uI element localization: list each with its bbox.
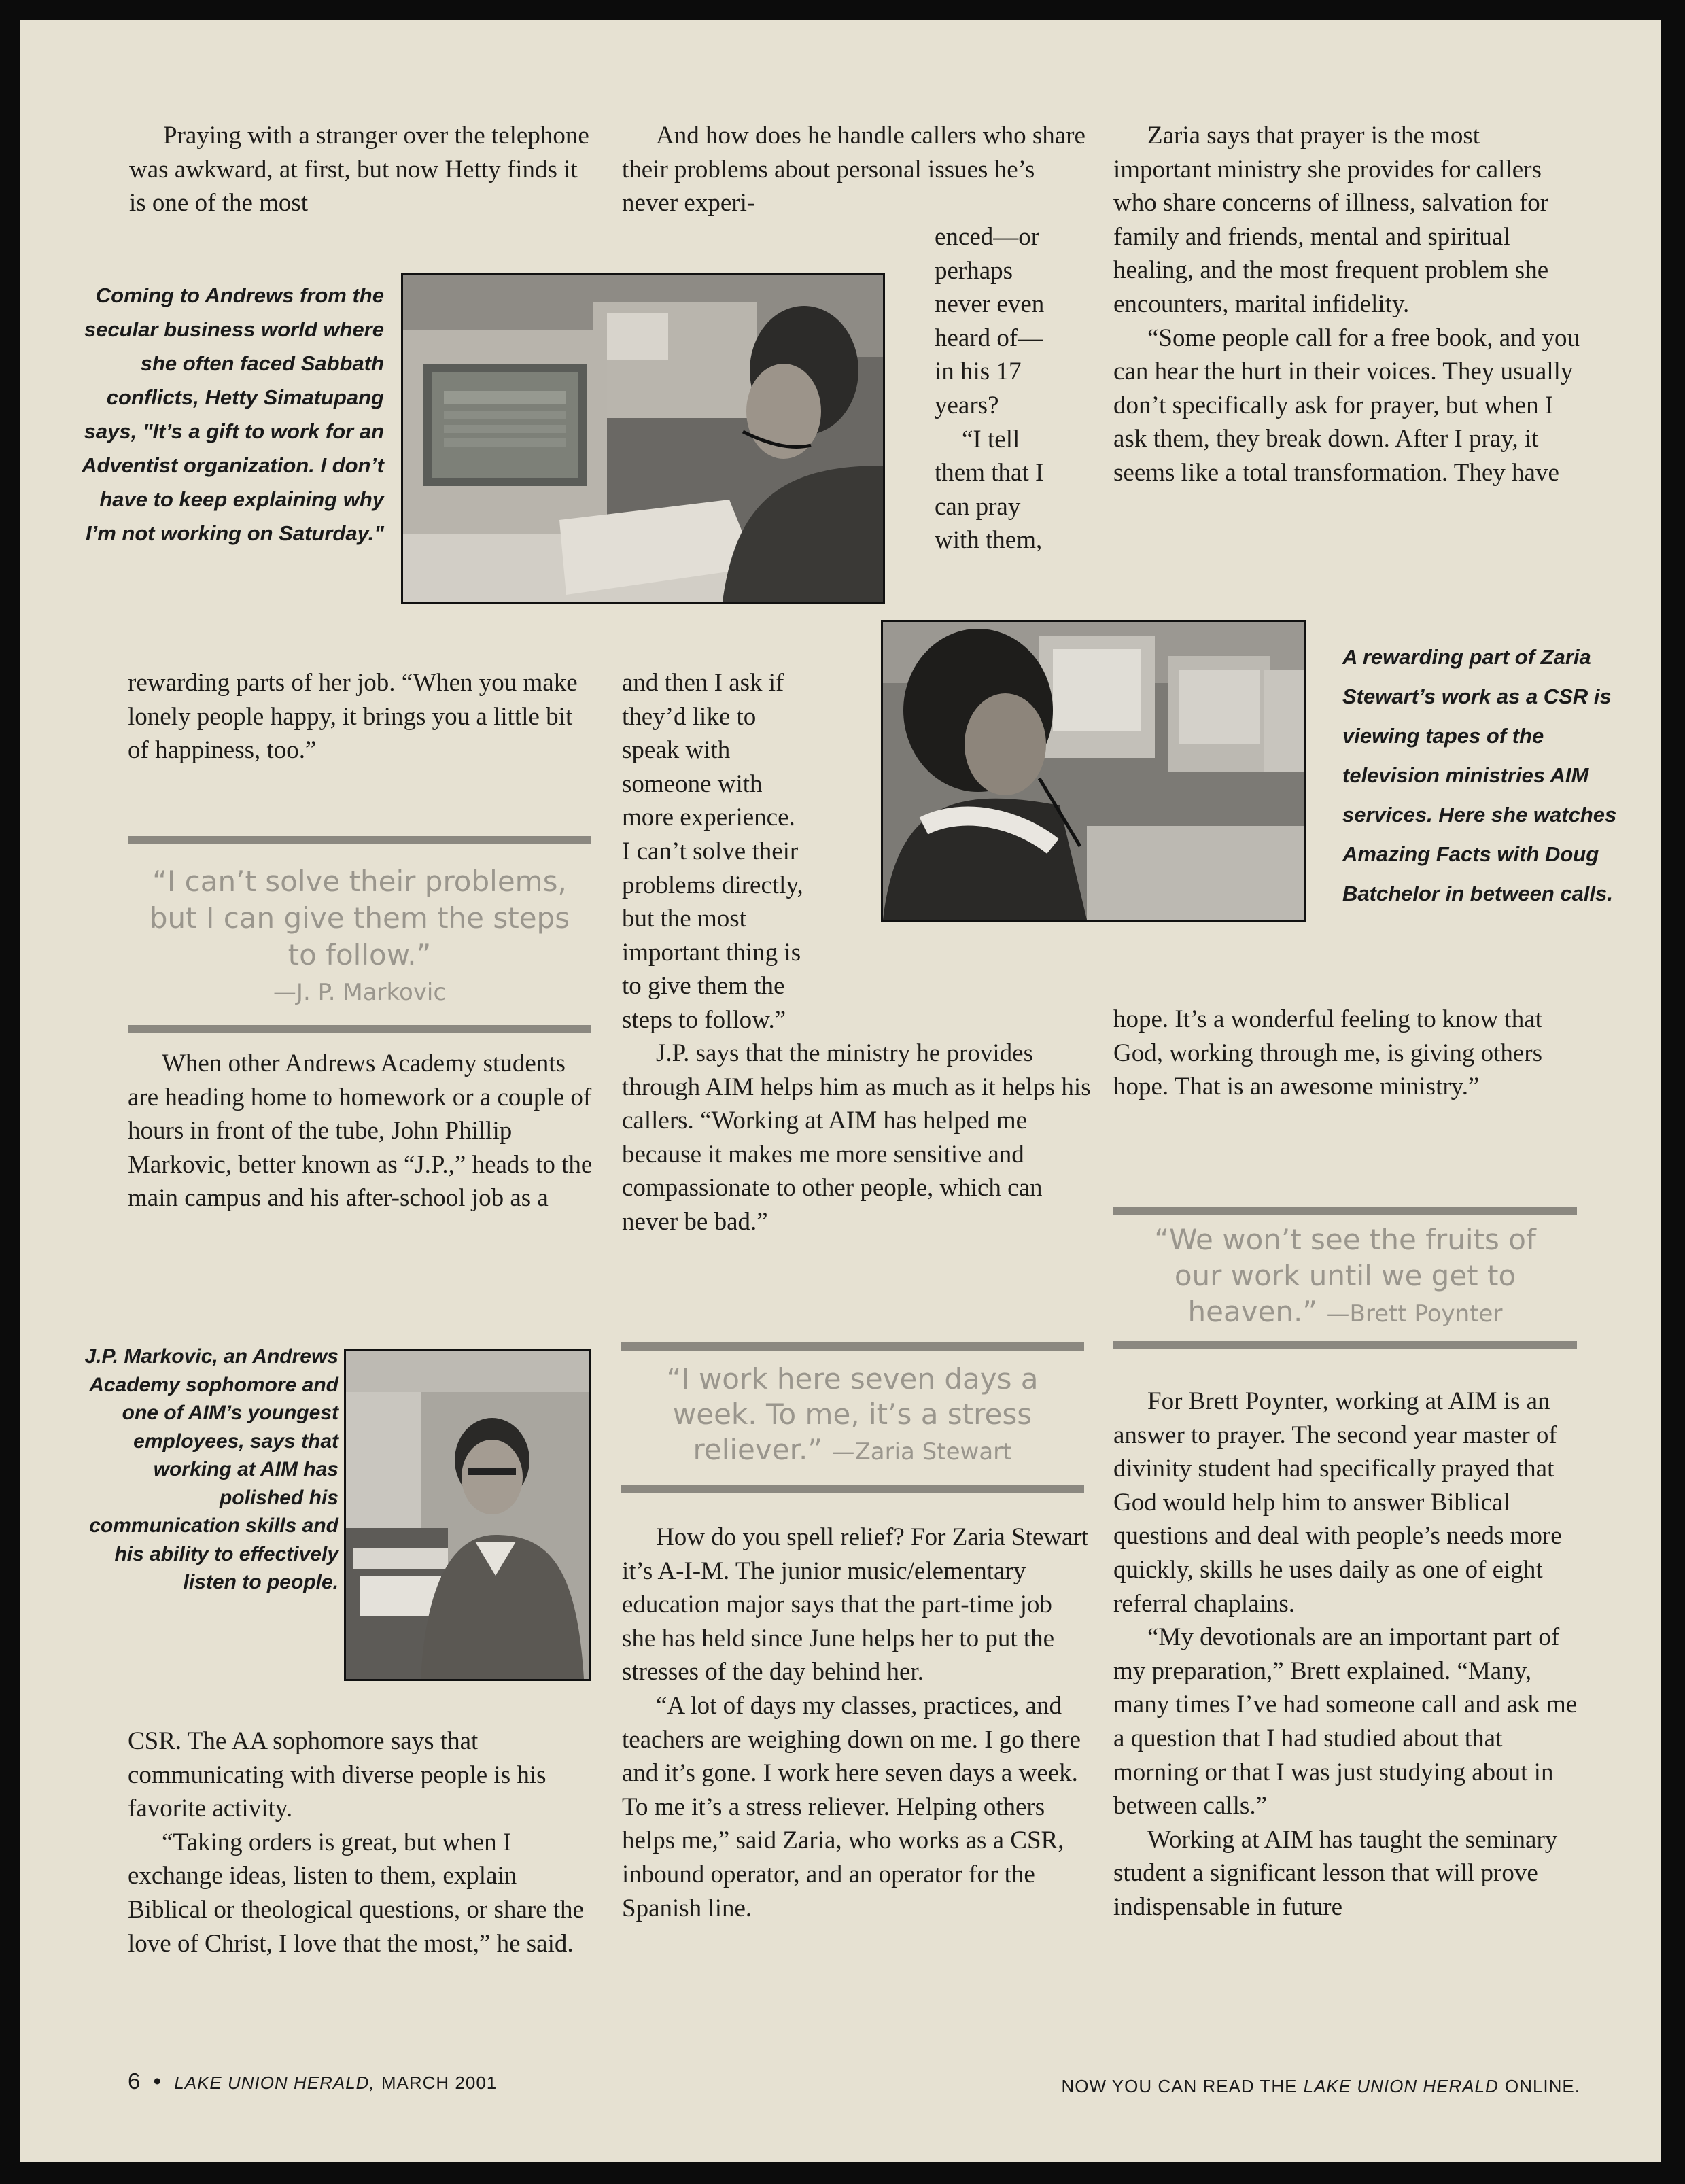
photo-zaria-with-headset [881, 620, 1306, 922]
col3-cont: hope. It’s a wonderful feeling to know that God, working through me, is giving others hope. That is an awesome ministry.” [1113, 1005, 1543, 1101]
footer-right-magazine: LAKE UNION HERALD [1303, 2076, 1499, 2096]
pullquote-brett [1113, 1207, 1577, 1349]
pullquote-rule-top [621, 1342, 1084, 1351]
pullquote-jp-attribution: —J. P. Markovic [273, 979, 447, 1006]
zaria-caption: A rewarding part of Zaria Stewart’s work as a CSR is viewing tapes of the television ministries AIM services. Here she watches Amazing Facts with Doug Batchelor in between calls. [1342, 645, 1617, 905]
pullquote-rule-bottom [1113, 1341, 1577, 1349]
col2-zaria: How do you spell relief? For Zaria Stewart it’s A-I-M. The junior music/elementary education major says that the part-time job she has held since June helps her to put the stresses of the day behind her. “A lot of days my classes, practices, and teachers are weighing down on me. I go there and it’s gone. I work here seven days a week. To me it’s a stress reliever. Helping others helps me,” said Zaria, who works as a CSR, inbound operator, and an operator for the Spanish line. [622, 1523, 1089, 1922]
footer-right-pre: NOW YOU CAN READ THE [1061, 2076, 1298, 2096]
footer-left [128, 2068, 497, 2094]
page-number: 6 [128, 2068, 141, 2094]
footer-bullet: • [153, 2068, 162, 2094]
photo-jp-at-desk [344, 1349, 591, 1681]
photo-zaria-image [883, 622, 1304, 920]
hetty-caption: Coming to Andrews from the secular business world where she often faced Sabbath conflicts, Hetty Simatupang says, "It’s a gift to work for an Adventist organization. I don’t have to keep explaining why I’m not working on Saturday." [82, 283, 384, 545]
col2-cont: and then I ask if they’d like to speak with someone with more experience. I can’t solve their problems directly, but the most important thing is to give them the steps to follow.” [622, 669, 803, 1034]
col3-brett: For Brett Poynter, working at AIM is an answer to prayer. The second year master of divinity student had specifically prayed that God would help him to answer Biblical questions and deal with people’s needs more quickly, skills he uses daily as one of eight referral chaplains. “My devotionals are an important part of my preparation,” Brett explained. “Many, many times I’ve had someone call and ask me a question that I had studied about that morning or that I was just studying about in between calls.” Working at AIM has taught the seminary student a significant lesson that will prove indispensable in future [1113, 1387, 1578, 1921]
col1-jp-intro: When other Andrews Academy students are heading home to homework or a couple of hours in front of the tube, John Phillip Markovic, better known as “J.P.,” heads to the main campus and his after-school job as a [128, 1050, 593, 1213]
photo-hetty-image [403, 275, 883, 602]
pullquote-rule-top [128, 836, 591, 844]
col1-cont: rewarding parts of her job. “When you make lonely people happy, it brings you a little bit of happiness, too.” [128, 669, 578, 765]
pullquote-jp [128, 836, 591, 1033]
photo-hetty-at-computer [401, 273, 885, 604]
footer-right-post: ONLINE. [1504, 2076, 1580, 2096]
col1-intro: Praying with a stranger over the telephone was awkward, at first, but now Hetty finds it is one of the most [129, 122, 589, 218]
magazine-name: LAKE UNION HERALD, [174, 2073, 375, 2093]
pullquote-rule-top [1113, 1207, 1577, 1215]
pullquote-rule-bottom [128, 1025, 591, 1033]
col1-jp-cont: CSR. The AA sophomore says that communicating with diverse people is his favorite activity. “Taking orders is great, but when I exchange ideas, listen to them, explain Biblical or theological questions, or share the love of Christ, I love that the most,” he said. [128, 1727, 584, 1958]
col2-intro: And how does he handle callers who share their problems about personal issues he’s never experi- [622, 122, 1085, 218]
issue-date: MARCH 2001 [381, 2073, 498, 2093]
col3-intro: Zaria says that prayer is the most important ministry she provides for callers who share concerns of illness, salvation for family and friends, mental and spiritual healing, and the most frequent problem she encounters, marital infidelity. “Some people call for a free book, and you can hear the hurt in their voices. They usually don’t specifically ask for prayer, but when I ask them, they break down. After I pray, it seems like a total transformation. They have [1113, 122, 1580, 487]
pullquote-zaria-attribution: —Zaria Stewart [831, 1438, 1012, 1466]
pullquote-brett-text: “We won’t see the fruits of our work until we get to heaven.” —Brett Poynter [1154, 1223, 1536, 1328]
col2-wrap: enced—or perhaps never even heard of— in his 17 years? “I tell them that I can pray with them, [935, 223, 1045, 555]
col2-jp-says: J.P. says that the ministry he provides through AIM helps him as much as it helps his callers. “Working at AIM has helped me because it makes me more sensitive and compassionate to other people, which can never be bad.” [622, 1039, 1091, 1236]
pullquote-brett-attribution: —Brett Poynter [1326, 1300, 1503, 1328]
pullquote-jp-text: “I can’t solve their problems, but I can give them the steps to follow.” [149, 865, 570, 971]
magazine-page [20, 20, 1661, 2162]
pullquote-rule-bottom [621, 1485, 1084, 1493]
pullquote-zaria-text: “I work here seven days a week. To me, it’s a stress reliever.” —Zaria Stewart [666, 1362, 1039, 1466]
footer-right [1061, 2072, 1580, 2098]
jp-caption: J.P. Markovic, an Andrews Academy sophomore and one of AIM’s youngest employees, says that working at AIM has polished his communication skills and his ability to effectively listen to people. [84, 1345, 338, 1593]
photo-jp-image [346, 1351, 589, 1679]
pullquote-zaria [621, 1342, 1084, 1493]
